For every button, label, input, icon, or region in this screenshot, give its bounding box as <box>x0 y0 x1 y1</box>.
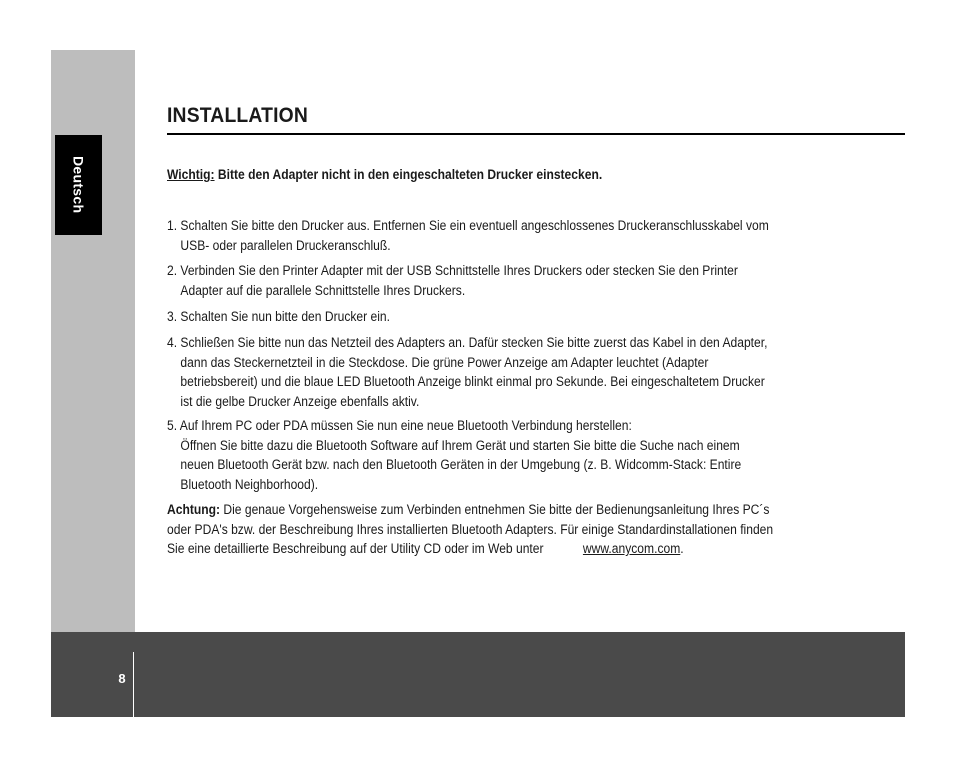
note-end: . <box>680 541 684 556</box>
step-5: 5. Auf Ihrem PC oder PDA müssen Sie nun eine neue Bluetooth Verbindung herstellen: <box>167 418 632 433</box>
steps-list-b <box>167 261 776 300</box>
steps-list-d <box>167 333 776 411</box>
important-label: Wichtig: <box>167 167 215 182</box>
note-label: Achtung: <box>167 502 221 517</box>
step-5-detail: Öffnen Sie bitte dazu die Bluetooth Software auf Ihrem Gerät und starten Sie bitte die Suche nach einem neuen Bluetooth Gerät bzw. nach den Bluetooth Geräten in der Umgebung (z. B. Widcomm-Stack: Entire Bluetooth Neighborhood). <box>180 437 742 492</box>
important-text: Bitte den Adapter nicht in den eingeschalteten Drucker einstecken. <box>214 167 603 182</box>
language-tab <box>55 135 102 235</box>
steps-list-a <box>167 216 776 255</box>
step-3: 3. Schalten Sie nun bitte den Drucker ein. <box>167 309 390 324</box>
page-title: INSTALLATION <box>167 104 309 127</box>
steps-list-c <box>167 307 776 327</box>
step-4: 4. Schließen Sie bitte nun das Netzteil des Adapters an. Dafür stecken Sie bitte zuerst das Kabel in den Adapter, dann das Steckernetzteil in die Steckdose. Die grüne Power Anzeige am Adapter leuchtet (Adapter betriebsbereit) und die blaue LED Bluetooth Anzeige blinkt einmal pro Sekunde. Bei eingeschaltetem Drucker ist die gelbe Drucker Anzeige ebenfalls aktiv. <box>167 335 768 409</box>
language-tab-label: Deutsch <box>70 156 87 214</box>
important-notice <box>167 165 776 185</box>
note-block <box>167 500 776 559</box>
page-number: 8 <box>118 671 126 686</box>
footer-bar <box>51 632 905 717</box>
note-text: Die genaue Vorgehensweise zum Verbinden entnehmen Sie bitte der Bedienungsanleitung Ihres PC´s oder PDA's bzw. der Beschreibung Ihres installierten Bluetooth Adapters. Für einige Standardinstallationen finden Sie eine detaillierte Beschreibung auf der Utility CD oder im Web unter <box>167 502 774 556</box>
title-divider <box>167 133 905 135</box>
anycom-link[interactable]: www.anycom.com <box>582 541 681 556</box>
steps-list-e <box>167 416 776 494</box>
step-1: 1. Schalten Sie bitte den Drucker aus. Entfernen Sie ein eventuell angeschlossenes Druckeranschlusskabel vom USB- oder parallelen Druckeranschluß. <box>167 218 769 253</box>
step-2: 2. Verbinden Sie den Printer Adapter mit der USB Schnittstelle Ihres Druckers oder stecken Sie den Printer Adapter auf die parallele Schnittstelle Ihres Druckers. <box>167 263 738 298</box>
footer-divider <box>133 652 134 717</box>
